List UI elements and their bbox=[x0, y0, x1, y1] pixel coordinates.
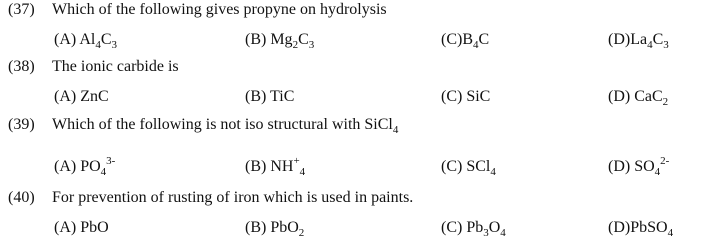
question-38 bbox=[8, 57, 179, 77]
option-d bbox=[608, 157, 669, 177]
option-label: (B) bbox=[245, 219, 267, 236]
option-label: (D) bbox=[608, 31, 631, 48]
formula-superscript: 2- bbox=[660, 155, 670, 167]
option-c bbox=[441, 87, 490, 107]
question-number: (39) bbox=[8, 116, 35, 133]
formula-text: C bbox=[652, 31, 664, 48]
question-number: (38) bbox=[8, 58, 35, 75]
option-formula bbox=[466, 158, 496, 178]
option-c bbox=[441, 218, 506, 238]
option-formula bbox=[270, 219, 305, 239]
option-label: (C) bbox=[441, 88, 463, 105]
formula-subscript: 4 bbox=[100, 166, 107, 178]
option-formula bbox=[634, 88, 669, 108]
option-a bbox=[54, 218, 109, 238]
formula-text: SiC bbox=[466, 88, 491, 105]
formula-subscript: 3 bbox=[663, 39, 669, 51]
option-b bbox=[245, 157, 305, 177]
option-formula bbox=[630, 31, 669, 51]
option-formula bbox=[270, 31, 315, 51]
formula-superscript: 3- bbox=[106, 155, 116, 167]
question-39 bbox=[8, 115, 398, 135]
formula-text: PO bbox=[80, 158, 101, 175]
option-label: (D) bbox=[608, 88, 631, 105]
formula-text: PbSO bbox=[630, 219, 668, 236]
option-c bbox=[441, 30, 489, 50]
formula-text: SO bbox=[634, 158, 655, 175]
formula-text: La bbox=[630, 31, 648, 48]
formula-subscript: 3 bbox=[111, 39, 118, 51]
formula-subscript: 2 bbox=[298, 227, 305, 239]
formula-superscript: + bbox=[293, 155, 300, 167]
formula-subscript: 4 bbox=[647, 39, 653, 51]
question-text: Which of the following gives propyne on hydrolysis bbox=[52, 1, 387, 18]
formula-subscript: 4 bbox=[654, 166, 661, 178]
formula-subscript: 4 bbox=[299, 166, 306, 178]
option-d bbox=[608, 218, 673, 238]
question-37 bbox=[8, 0, 387, 20]
option-formula bbox=[466, 88, 490, 105]
option-formula bbox=[630, 219, 674, 239]
option-a bbox=[54, 87, 109, 107]
option-b bbox=[245, 87, 294, 107]
formula-subscript: 3 bbox=[483, 227, 489, 239]
option-label: (C) bbox=[441, 219, 463, 236]
option-formula bbox=[80, 219, 108, 236]
formula-subscript: 2 bbox=[292, 39, 299, 51]
option-formula bbox=[80, 155, 116, 178]
formula-subscript: 4 bbox=[490, 166, 496, 178]
formula-text: O bbox=[488, 219, 501, 236]
option-label: (C) bbox=[441, 158, 463, 175]
formula-text: ZnC bbox=[80, 88, 109, 105]
formula-text: C bbox=[100, 31, 112, 48]
formula-text: B bbox=[462, 31, 473, 48]
formula-text: TiC bbox=[270, 88, 295, 105]
option-formula bbox=[80, 88, 108, 105]
option-label: (B) bbox=[245, 31, 267, 48]
option-a bbox=[54, 157, 115, 177]
formula-subscript: 4 bbox=[473, 39, 479, 51]
option-formula bbox=[462, 31, 490, 51]
option-label: (C) bbox=[441, 31, 463, 48]
formula-subscript: 2 bbox=[662, 96, 669, 108]
option-label: (A) bbox=[54, 88, 77, 105]
option-label: (B) bbox=[245, 88, 267, 105]
option-label: (B) bbox=[245, 158, 267, 175]
formula-subscript: 3 bbox=[308, 39, 315, 51]
formula-subscript: 4 bbox=[500, 227, 506, 239]
option-formula bbox=[270, 155, 306, 178]
option-label: (A) bbox=[54, 158, 77, 175]
option-b bbox=[245, 30, 314, 50]
option-label: (D) bbox=[608, 158, 631, 175]
question-number: (37) bbox=[8, 1, 35, 18]
option-formula bbox=[466, 219, 506, 239]
question-text-subscript: 4 bbox=[392, 124, 399, 136]
option-label: (A) bbox=[54, 31, 77, 48]
question-text: The ionic carbide is bbox=[52, 58, 179, 75]
formula-text: PbO bbox=[270, 219, 299, 236]
option-label: (D) bbox=[608, 219, 631, 236]
option-c bbox=[441, 157, 496, 177]
option-a bbox=[54, 30, 117, 50]
option-d bbox=[608, 87, 668, 107]
option-label: (A) bbox=[54, 219, 77, 236]
question-number: (40) bbox=[8, 189, 35, 206]
option-formula bbox=[634, 155, 670, 178]
formula-text: Pb bbox=[466, 219, 484, 236]
formula-text: Mg bbox=[270, 31, 293, 48]
option-formula bbox=[79, 31, 118, 51]
formula-text: C bbox=[478, 31, 490, 48]
formula-text: CaC bbox=[634, 88, 663, 105]
option-d bbox=[608, 30, 669, 50]
option-formula bbox=[270, 88, 294, 105]
formula-text: PbO bbox=[80, 219, 109, 236]
option-b bbox=[245, 218, 304, 238]
question-40 bbox=[8, 188, 413, 208]
formula-text: NH bbox=[270, 158, 294, 175]
question-text: For prevention of rusting of iron which is used in paints. bbox=[52, 189, 414, 206]
formula-text: SCl bbox=[466, 158, 491, 175]
formula-text: C bbox=[298, 31, 309, 48]
formula-text: Al bbox=[79, 31, 96, 48]
question-text: Which of the following is not iso structural with SiCl bbox=[52, 116, 393, 133]
formula-subscript: 4 bbox=[95, 39, 101, 51]
formula-subscript: 4 bbox=[667, 227, 674, 239]
